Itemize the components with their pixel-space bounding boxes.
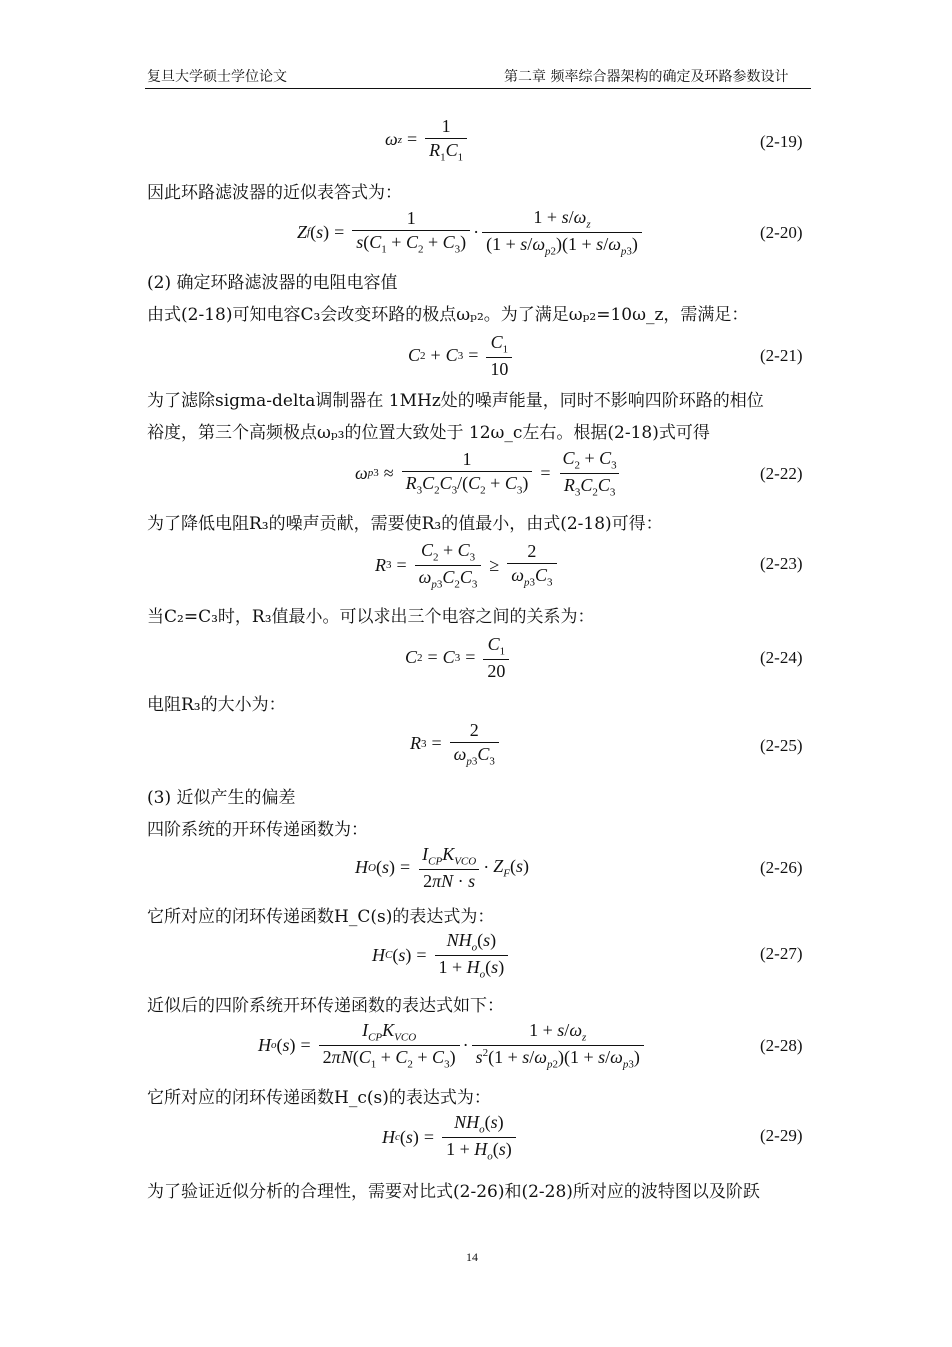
equation-2-22: ω p3 ≈ $\frac{1}{R_3C_2C_3/(C_2 + C_3)}$ = $\frac{C_2 + C_3}{R_3C_2C_3}$ (2-22) [355, 448, 803, 499]
section-heading: (2) 确定环路滤波器的电阻电容值 [147, 273, 398, 293]
equation-2-26: H O ( s ) = $\frac{I_{CP}K_{VCO}}{2\pi N \cdot s}$ · $Z_F(s)$ (2-26) [355, 844, 803, 891]
equation-2-25: R 3 = $\frac{2}{\omega_{p3}C_3}$ (2-25) [410, 720, 803, 768]
equation-2-29: H c ( s ) = $\frac{NH_o(s)}{1 + H_o(s)}$ (2-29) [382, 1112, 803, 1163]
paragraph-line: 因此环路滤波器的近似表答式为： [147, 183, 402, 203]
equation-2-28: H o ( s ) = $\frac{I_{CP}K_{VCO}}{2\pi N(C_1 + C_2 + C_3)}$ · $\frac{1 + s/\omega_z}{s^2(1 + s/\omega_{p2})(1 + s/\omega_{p3})}$ (2-28) [258, 1020, 803, 1071]
paragraph-line: 为了验证近似分析的合理性，需要对比式(2-26)和(2-28)所对应的波特图以及阶跃 [147, 1182, 760, 1202]
equation-number: (2-23) [760, 554, 803, 573]
equation-number: (2-20) [760, 223, 803, 242]
equation-number: (2-21) [760, 346, 803, 365]
paragraph-line: 四阶系统的开环传递函数为： [147, 820, 368, 840]
paragraph-line: 由式(2-18)可知电容C₃会改变环路的极点ωₚ₂。为了满足ωₚ₂=10ω_z，需满足： [147, 305, 749, 325]
equation-number: (2-28) [760, 1036, 803, 1055]
equation-2-19: ω z = $\frac{1}{R_1C_1}$ (2-19) [385, 116, 803, 164]
paragraph-line: 它所对应的闭环传递函数H_c(s)的表达式为： [147, 1088, 491, 1108]
paragraph-line: 电阻R₃的大小为： [147, 695, 286, 715]
paragraph-line: 近似后的四阶系统开环传递函数的表达式如下： [147, 996, 504, 1016]
equation-number: (2-26) [760, 858, 803, 877]
equation-number: (2-22) [760, 464, 803, 483]
equation-2-23: R 3 = $\frac{C_2 + C_3}{\omega_{p3}C_2C_3}$ ≥ $\frac{2}{\omega_{p3}C_3}$ (2-23) [375, 540, 803, 591]
running-header-right: 第二章 频率综合器架构的确定及环路参数设计 [504, 69, 789, 85]
paragraph-line: 当C₂=C₃时，R₃值最小。可以求出三个电容之间的关系为： [147, 607, 595, 627]
equation-number: (2-27) [760, 944, 803, 963]
equation-number: (2-25) [760, 736, 803, 755]
paragraph-line: 裕度，第三个高频极点ωₚ₃的位置大致处于 12ω_c左右。根据(2-18)式可得 [147, 423, 710, 443]
equation-2-27: H C ( s ) = $\frac{NH_o(s)}{1 + H_o(s)}$ (2-27) [372, 930, 803, 981]
header-rule [145, 88, 811, 89]
section-heading: (3) 近似产生的偏差 [147, 788, 296, 808]
running-header-left: 复旦大学硕士学位论文 [147, 69, 287, 85]
equation-number: (2-19) [760, 132, 803, 151]
equation-number: (2-29) [760, 1126, 803, 1145]
equation-2-21: C 2 + C 3 = $\frac{C_1}{10}$ (2-21) [408, 332, 803, 379]
paragraph-line: 为了滤除sigma-delta调制器在 1MHz处的噪声能量，同时不影响四阶环路的相位 [147, 391, 764, 411]
paragraph-line: 为了降低电阻R₃的噪声贡献，需要使R₃的值最小，由式(2-18)可得： [147, 514, 663, 534]
paragraph-line: 它所对应的闭环传递函数H_C(s)的表达式为： [147, 907, 495, 927]
equation-2-20: Z f ( s ) = $\frac{1}{s(C_1 + C_2 + C_3)}$ · $\frac{1 + s/\omega_z}{(1 + s/\omega_{p2})(1 + s/\omega_{p3})}$ (2-20) [297, 207, 803, 258]
page-number: 14 [466, 1250, 478, 1264]
equation-2-24: C 2 = C 3 = $\frac{C_1}{20}$ (2-24) [405, 634, 803, 681]
equation-number: (2-24) [760, 648, 803, 667]
